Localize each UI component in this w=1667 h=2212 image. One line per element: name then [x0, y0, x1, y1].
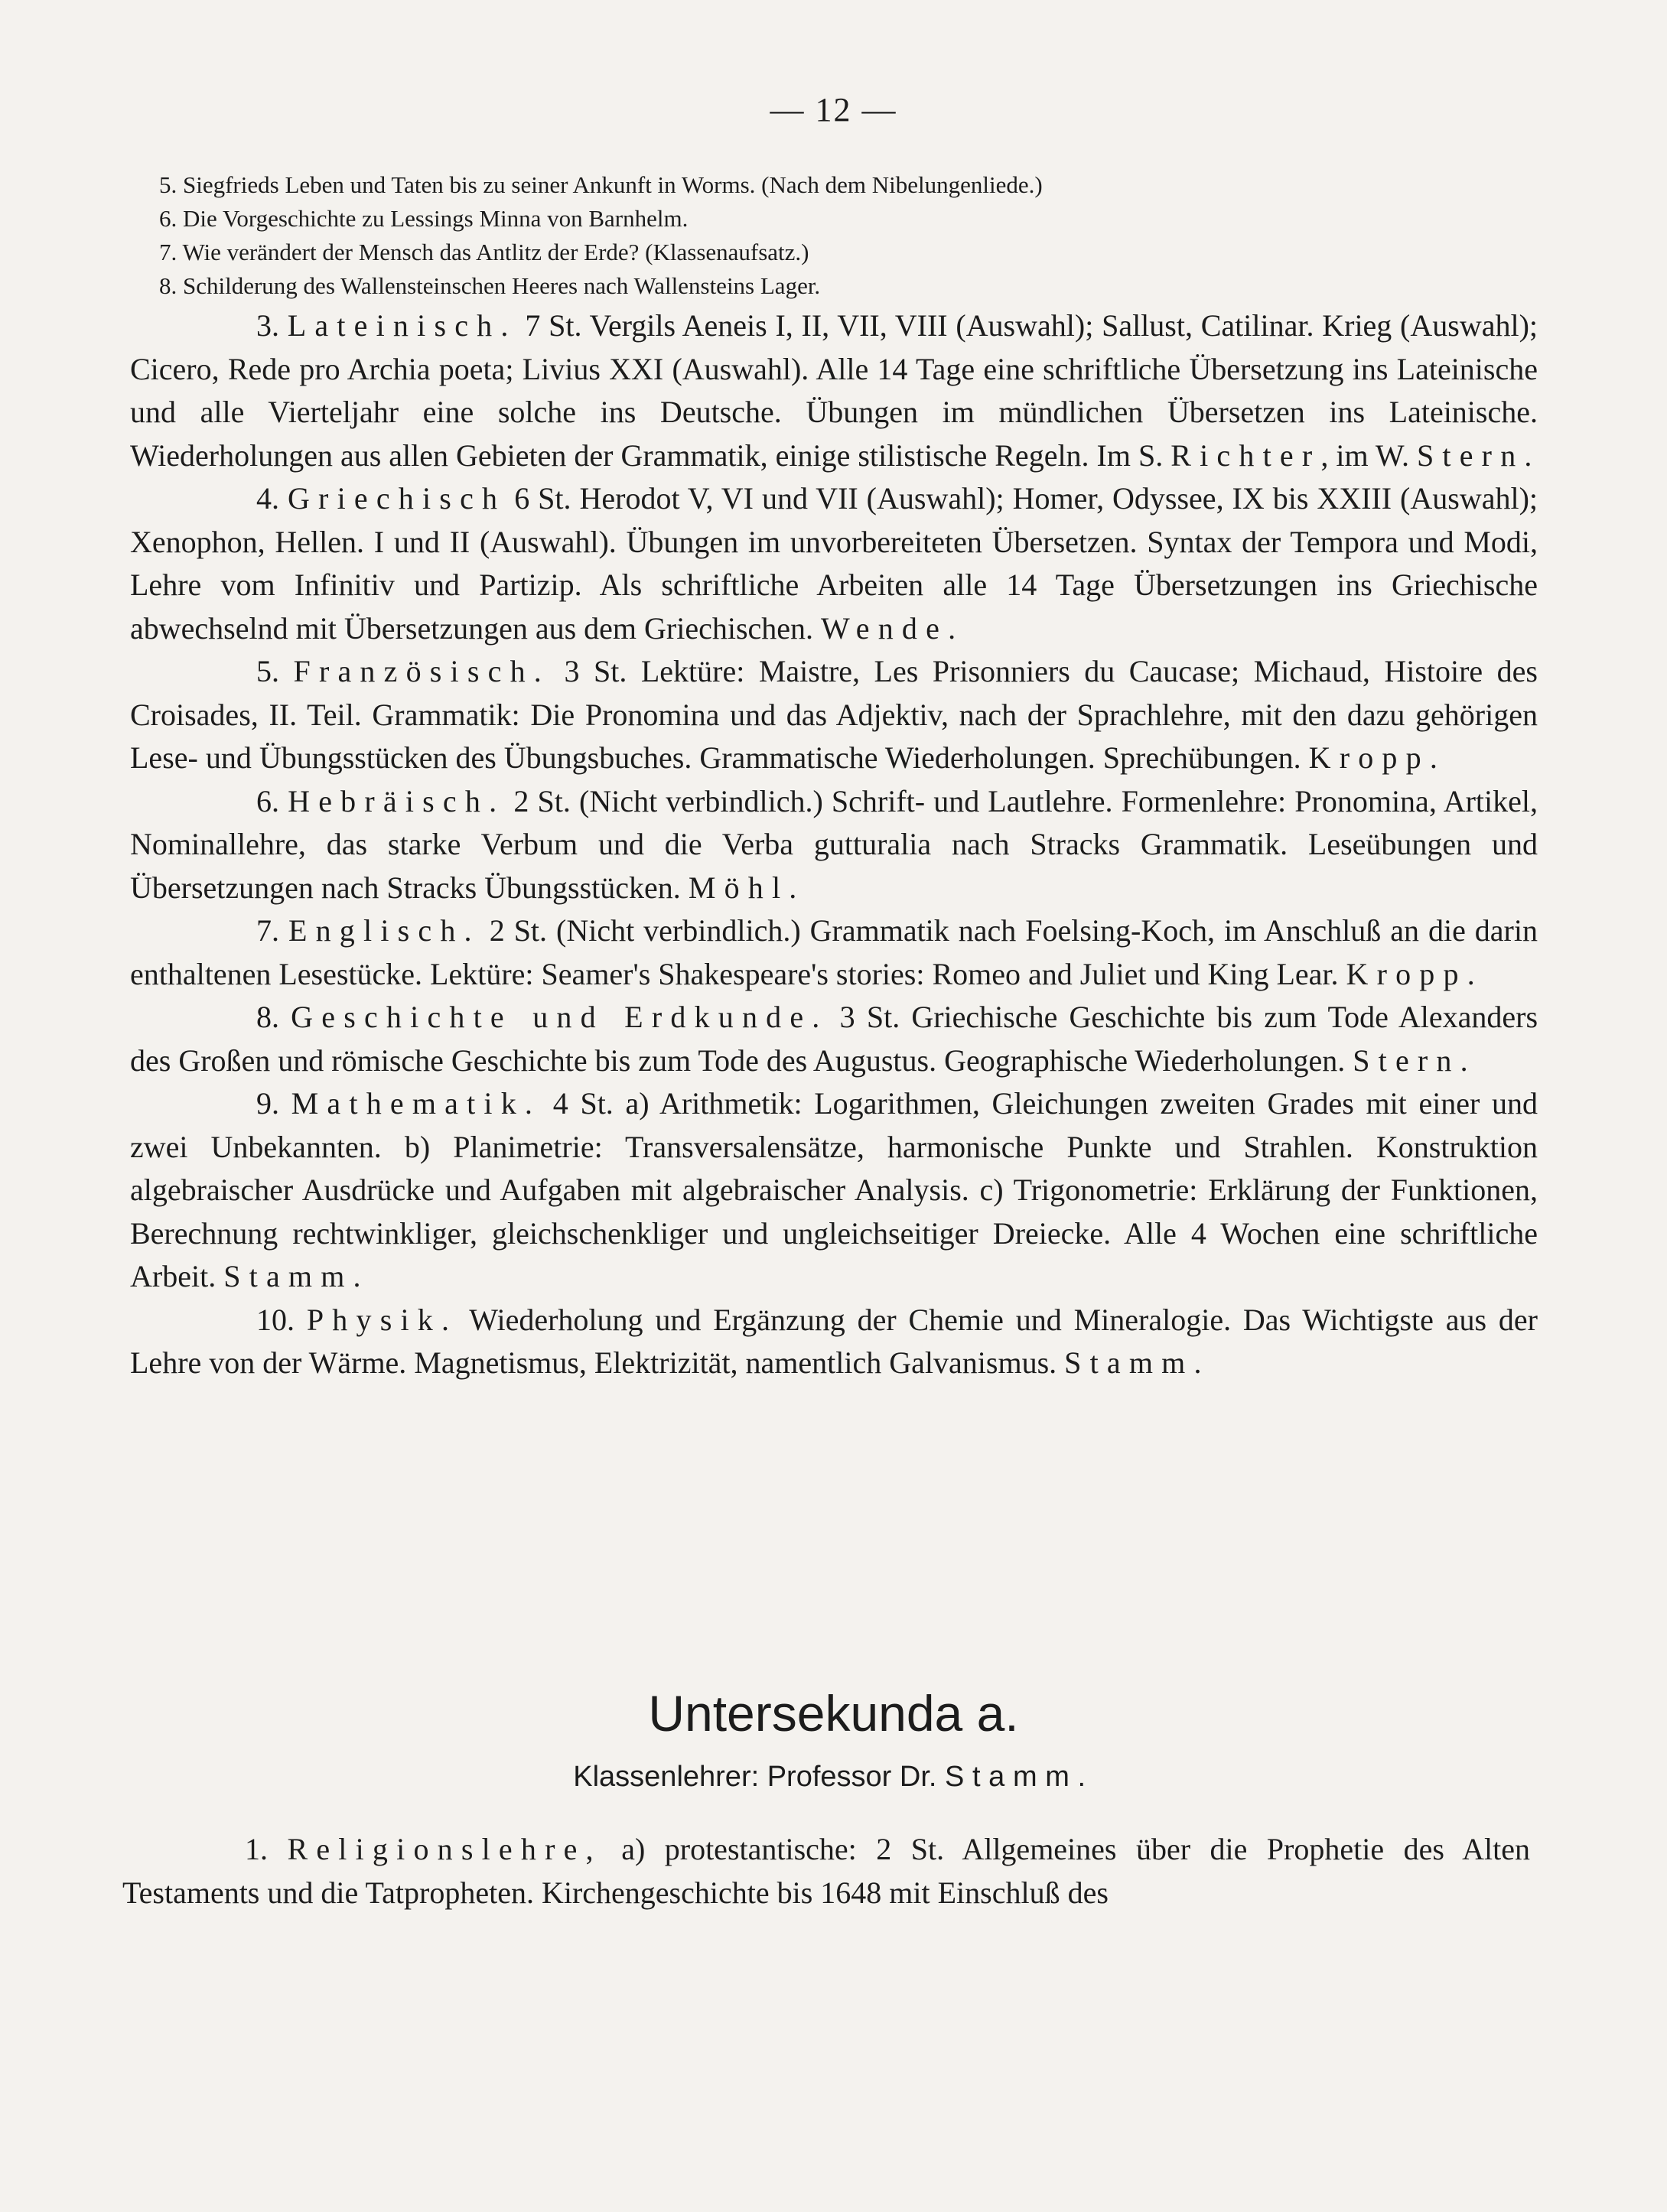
subject-number: 7. — [256, 913, 279, 948]
subject-name: Französisch. — [293, 654, 550, 688]
subject-list — [130, 304, 1538, 1385]
teacher-name: Stern — [1416, 438, 1525, 473]
class-teacher-line — [0, 1761, 1667, 1794]
subject-name: Geschichte und Erdkunde. — [291, 1000, 829, 1034]
subject-text: 7 St. Vergils Aeneis I, II, VII, VIII (Auswahl); Sallust, Catilinar. Krieg (Auswahl); Cicero, Rede pro Archia poeta; Livius XXI (Auswahl). Alle 14 Tage eine schriftliche Übersetzung ins Lateinische und alle Vierteljahr eine solche ins Deutsche. Übungen im mündlichen Übersetzen ins Lateinische. Wiederholungen aus allen Gebieten der Grammatik, einige stilistische Regeln. Im S. — [130, 308, 1538, 473]
subject-name: Hebräisch. — [288, 783, 506, 818]
subject-name: Englisch. — [288, 913, 480, 948]
subject-text: , im W. — [1320, 438, 1409, 473]
essay-topic: 7. Wie verändert der Mensch das Antlitz der Erde? (Klassenaufsatz.) — [159, 239, 809, 265]
subject-history — [130, 996, 1538, 1082]
section-title: Untersekunda a. — [648, 1685, 1019, 1742]
teacher-name: Kropp. — [1308, 740, 1447, 775]
subject-name: Lateinisch. — [287, 308, 517, 343]
subject-text: Wiederholung und Ergänzung der Chemie und Mineralogie. Das Wichtigste aus der Lehre von der Wärme. Magnetismus, Elektrizität, namentlich Galvanismus. — [130, 1302, 1538, 1380]
subject-text: 2 St. (Nicht verbindlich.) Grammatik nach Foelsing-Koch, im Anschluß an die darin enthaltenen Lesestücke. Lektüre: Seamer's Shakespeare's stories: Romeo and Juliet und King Lear. — [130, 913, 1538, 991]
teacher-name: Stamm. — [223, 1259, 370, 1293]
subject-name: Physik. — [306, 1302, 458, 1337]
subject-physics — [130, 1299, 1538, 1385]
teacher-name: Richter — [1170, 438, 1321, 473]
subject-english — [130, 909, 1538, 996]
subject-number: 10. — [256, 1302, 295, 1337]
subject-religion — [122, 1828, 1530, 1914]
subject-name: Griechisch — [287, 481, 506, 516]
essay-topic: 5. Siegfrieds Leben und Taten bis zu seiner Ankunft in Worms. (Nach dem Nibelungenliede.) — [159, 171, 1043, 198]
next-section-body — [122, 1828, 1530, 1914]
teacher-name: Wende. — [821, 610, 965, 646]
class-teacher-name: Stamm. — [945, 1761, 1094, 1793]
subject-number: 1. — [245, 1832, 268, 1866]
subject-number: 3. — [256, 308, 279, 343]
subject-text: 3 St. Lektüre: Maistre, Les Prisonniers du Caucase; Michaud, Histoire des Croisades, II. Teil. Grammatik: Die Pronomina und das Adjektiv, nach der Sprachlehre, mit den dazu gehörigen Lese- und Übungsstücken des Übungsbuches. Grammatische Wiederholungen. Sprechübungen. — [130, 654, 1538, 775]
class-teacher-label: Klassenlehrer: Professor Dr. — [573, 1761, 937, 1793]
page-number: — 12 — — [770, 91, 897, 128]
essay-topic-list — [159, 168, 1613, 303]
subject-number: 8. — [256, 1000, 279, 1034]
essay-topic: 8. Schilderung des Wallensteinschen Heeres nach Wallensteins Lager. — [159, 272, 821, 299]
subject-text: 6 St. Herodot V, VI und VII (Auswahl); Homer, Odyssee, IX bis XXIII (Auswahl); Xenophon, Hellen. I und II (Auswahl). Übungen im unvorbereiteten Übersetzen. Syntax der Tempora und Modi, Lehre vom Infinitiv und Partizip. Als schriftliche Arbeiten alle 14 Tage Übersetzungen ins Griechische abwechselnd mit Übersetzungen aus dem Griechischen. — [130, 481, 1538, 646]
subject-text: a) protestantische: 2 St. Allgemeines über die Prophetie des Alten Testaments und die Tatpropheten. Kirchengeschichte bis 1648 mit Einschluß des — [122, 1832, 1531, 1910]
subject-number: 6. — [256, 783, 279, 818]
subject-hebrew — [130, 780, 1538, 910]
teacher-name: Stamm. — [1064, 1345, 1210, 1380]
subject-greek — [130, 477, 1538, 650]
subject-text: . — [1524, 438, 1532, 473]
essay-topic: 6. Die Vorgeschichte zu Lessings Minna von Barnhelm. — [159, 205, 689, 232]
subject-text: 3 St. Griechische Geschichte bis zum Tode Alexanders des Großen und römische Geschichte bis zum Tode des Augustus. Geographische Wiederholungen. — [130, 1000, 1538, 1078]
subject-french — [130, 650, 1538, 780]
subject-name: Religionslehre, — [287, 1832, 602, 1866]
subject-number: 9. — [256, 1086, 279, 1121]
subject-text: 4 St. a) Arithmetik: Logarithmen, Gleichungen zweiten Grades mit einer und zwei Unbekannten. b) Planimetrie: Transversalensätze, harmonische Punkte und Strahlen. Konstruktion algebraischer Ausdrücke und Aufgaben mit algebraischer Analysis. c) Trigonometrie: Erklärung der Funktionen, Berechnung rechtwinkliger, gleichschenkliger und ungleichseitiger Dreiecke. Alle 4 Wochen eine schriftliche Arbeit. — [130, 1086, 1538, 1293]
subject-latin — [130, 304, 1538, 477]
subject-mathematics — [130, 1082, 1538, 1299]
teacher-name: Möhl. — [688, 870, 806, 905]
teacher-name: Kropp. — [1346, 956, 1483, 991]
subject-name: Mathematik. — [291, 1086, 542, 1121]
subject-number: 4. — [256, 481, 279, 516]
teacher-name: Stern. — [1353, 1043, 1477, 1078]
subject-text: 2 St. (Nicht verbindlich.) Schrift- und Lautlehre. Formenlehre: Pronomina, Artikel, Nominallehre, das starke Verbum und die Verba gutturalia nach Stracks Grammatik. Leseübungen und Übersetzungen nach Stracks Übungsstücken. — [130, 783, 1538, 905]
subject-number: 5. — [256, 654, 279, 688]
